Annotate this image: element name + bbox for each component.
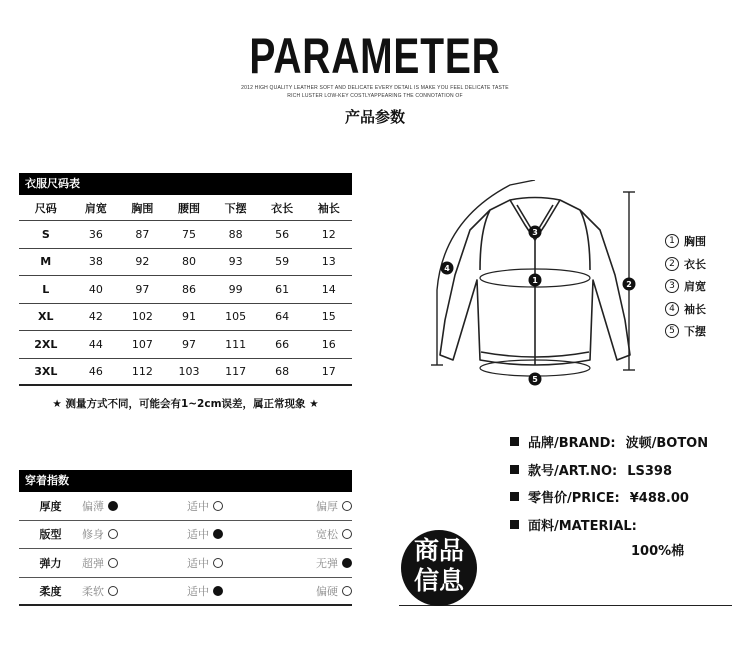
- legend-number: 5: [665, 324, 679, 338]
- marker-4: [441, 262, 454, 275]
- table-cell: 66: [275, 337, 290, 351]
- wear-option: 柔软: [82, 583, 187, 599]
- table-cell: 59: [275, 255, 290, 269]
- table-cell: 93: [228, 255, 243, 269]
- wear-label: 版型: [39, 528, 62, 542]
- table-cell: L: [42, 282, 50, 296]
- table-cell: 103: [178, 364, 200, 378]
- material-value: 100%棉: [631, 544, 685, 559]
- column-header: 肩宽: [84, 201, 107, 215]
- table-cell: 105: [225, 310, 247, 324]
- info-value: ¥488.00: [629, 491, 689, 506]
- column-header: 衣长: [271, 201, 294, 215]
- table-cell: 44: [88, 337, 103, 351]
- table-cell: 2XL: [34, 337, 58, 351]
- diagram-legend: [665, 230, 706, 343]
- header-subtitle-line2: RICH LUSTER LOW-KEY COSTLYAPPEARING THE CONNOTATION OF: [287, 93, 463, 99]
- wear-option: 适中: [187, 498, 292, 514]
- table-row: [19, 304, 352, 332]
- selected-dot-icon: [342, 558, 352, 568]
- table-cell: XL: [38, 310, 54, 324]
- legend-item: [665, 230, 706, 253]
- legend-item: [665, 253, 706, 276]
- table-cell: 91: [182, 310, 196, 324]
- legend-item: [665, 275, 706, 298]
- wear-option: 偏硬: [292, 583, 352, 599]
- table-cell: 117: [225, 364, 247, 378]
- table-cell: 86: [182, 282, 196, 296]
- legend-label: 袖长: [684, 302, 706, 316]
- legend-label: 胸围: [684, 235, 706, 249]
- empty-circle-icon: [342, 586, 352, 596]
- product-info-badge: [401, 530, 477, 606]
- wear-option: 宽松: [292, 526, 352, 542]
- empty-circle-icon: [108, 529, 118, 539]
- table-cell: 88: [228, 227, 243, 241]
- empty-circle-icon: [213, 501, 223, 511]
- info-label: 零售价/PRICE:: [528, 491, 620, 506]
- table-cell: 38: [88, 255, 103, 269]
- empty-circle-icon: [108, 586, 118, 596]
- table-cell: 111: [225, 337, 247, 351]
- table-cell: 97: [182, 337, 196, 351]
- svg-text:4: 4: [444, 264, 450, 273]
- wear-option: 适中: [187, 526, 292, 542]
- column-header: 袖长: [317, 201, 340, 215]
- legend-number: 1: [665, 234, 679, 248]
- bullet-square-icon: [510, 520, 519, 529]
- header-subtitle-line1: 2012 HIGH QUALITY LEATHER SOFT AND DELICATE EVERY DETAIL IS MAKE YOU FEEL DELICATE TASTE: [241, 85, 509, 91]
- table-cell: 99: [228, 282, 243, 296]
- table-cell: 97: [135, 282, 150, 296]
- wear-option: 修身: [82, 526, 187, 542]
- size-table-title: 衣服尺码表: [19, 173, 352, 195]
- table-cell: 64: [275, 310, 290, 324]
- legend-label: 衣长: [684, 257, 706, 271]
- info-label: 款号/ART.NO:: [528, 463, 618, 479]
- size-table-header-row: [19, 195, 352, 221]
- wear-option: 偏薄: [82, 498, 187, 514]
- wear-option: 无弹: [292, 555, 352, 571]
- info-divider: [399, 605, 732, 606]
- table-cell: 13: [321, 255, 336, 269]
- bullet-square-icon: [510, 492, 519, 501]
- table-cell: 75: [182, 227, 196, 241]
- table-cell: 17: [321, 364, 336, 378]
- empty-circle-icon: [342, 501, 352, 511]
- marker-5: [529, 373, 542, 386]
- table-cell: 36: [88, 227, 103, 241]
- selected-dot-icon: [213, 586, 223, 596]
- table-row: [19, 249, 352, 277]
- wear-row-thickness: [19, 492, 352, 521]
- table-cell: 102: [131, 310, 153, 324]
- legend-item: [665, 320, 706, 343]
- info-row-material: [510, 515, 708, 543]
- wear-option: 超弹: [82, 555, 187, 571]
- page-title: PARAMETER: [249, 28, 501, 84]
- table-cell: 92: [135, 255, 150, 269]
- badge-line1: 商品: [413, 536, 464, 565]
- table-cell: 112: [131, 364, 153, 378]
- garment-diagram: [425, 180, 650, 390]
- marker-3: [529, 226, 542, 239]
- table-cell: 3XL: [34, 364, 58, 378]
- wear-index-title: 穿着指数: [19, 470, 352, 492]
- wear-row-softness: [19, 578, 352, 607]
- table-cell: 40: [88, 282, 103, 296]
- info-row-price: [510, 487, 708, 515]
- wear-row-fit: [19, 521, 352, 550]
- column-header: 下摆: [224, 201, 247, 215]
- legend-item: [665, 298, 706, 321]
- product-info: [510, 432, 708, 542]
- marker-2: [623, 278, 636, 291]
- selected-dot-icon: [213, 529, 223, 539]
- svg-text:1: 1: [532, 276, 538, 285]
- table-cell: 46: [88, 364, 103, 378]
- bullet-square-icon: [510, 437, 519, 446]
- table-row: [19, 276, 352, 304]
- table-cell: 12: [321, 227, 336, 241]
- svg-text:3: 3: [532, 228, 538, 237]
- empty-circle-icon: [108, 558, 118, 568]
- wear-label: 厚度: [39, 499, 62, 513]
- table-cell: 87: [135, 227, 150, 241]
- info-value: LS398: [627, 463, 672, 479]
- info-label: 面料/MATERIAL:: [528, 518, 637, 534]
- table-cell: 14: [321, 282, 336, 296]
- size-table: [19, 173, 352, 386]
- wear-label: 柔度: [39, 584, 62, 598]
- table-cell: 56: [275, 227, 290, 241]
- header-subtitle-cn: 产品参数: [344, 108, 405, 126]
- empty-circle-icon: [213, 558, 223, 568]
- legend-label: 肩宽: [684, 280, 706, 294]
- svg-text:2: 2: [626, 280, 632, 289]
- wear-option: 适中: [187, 583, 292, 599]
- table-cell: 16: [321, 337, 336, 351]
- table-cell: 68: [275, 364, 290, 378]
- table-cell: 42: [88, 310, 103, 324]
- info-value: 波顿/BOTON: [625, 436, 709, 451]
- wear-option: 偏厚: [292, 498, 352, 514]
- table-cell: 15: [321, 310, 336, 324]
- table-row: [19, 331, 352, 359]
- info-row-artno: [510, 460, 708, 488]
- column-header: 胸围: [131, 201, 154, 215]
- table-cell: 61: [275, 282, 290, 296]
- svg-text:5: 5: [532, 375, 538, 384]
- info-label: 品牌/BRAND:: [528, 436, 616, 451]
- wear-row-elasticity: [19, 549, 352, 578]
- measurement-note: ★ 测量方式不同，可能会有1~2cm误差，属正常现象 ★: [52, 398, 319, 410]
- table-cell: 107: [131, 337, 153, 351]
- legend-number: 2: [665, 257, 679, 271]
- badge-line2: 信息: [413, 566, 464, 595]
- table-cell: M: [40, 255, 52, 269]
- selected-dot-icon: [108, 501, 118, 511]
- legend-number: 3: [665, 279, 679, 293]
- table-row: [19, 221, 352, 249]
- sleeve-measure-line: [437, 180, 535, 365]
- wear-option: 适中: [187, 555, 292, 571]
- table-cell: 80: [182, 255, 196, 269]
- wear-label: 弹力: [39, 556, 62, 570]
- info-row-brand: [510, 432, 708, 460]
- column-header: 尺码: [34, 201, 57, 215]
- column-header: 腰围: [178, 201, 200, 215]
- table-row: [19, 359, 352, 387]
- legend-label: 下摆: [684, 325, 706, 339]
- legend-number: 4: [665, 302, 679, 316]
- bullet-square-icon: [510, 465, 519, 474]
- empty-circle-icon: [342, 529, 352, 539]
- marker-1: [529, 274, 542, 287]
- wear-index-table: [19, 470, 352, 606]
- table-cell: S: [41, 227, 50, 241]
